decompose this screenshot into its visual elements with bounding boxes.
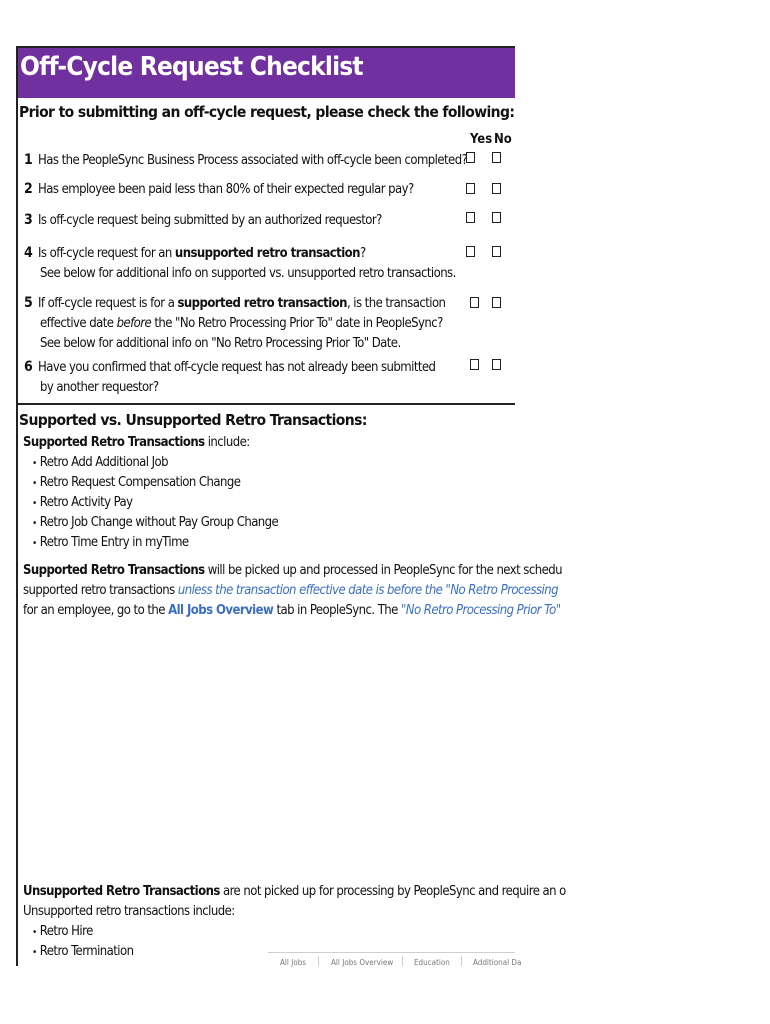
title-banner: [18, 48, 515, 98]
q3-no-checkbox[interactable]: [492, 212, 501, 223]
q6-yes-checkbox[interactable]: [470, 359, 479, 370]
q4-no-checkbox[interactable]: [492, 246, 501, 257]
q3-yes-checkbox[interactable]: [466, 212, 475, 223]
q1-no-checkbox[interactable]: [492, 152, 501, 163]
q2-yes-checkbox[interactable]: [466, 183, 475, 194]
supported-heading: Supported Retro Transactions include:: [23, 435, 250, 450]
q2-no-checkbox[interactable]: [492, 183, 501, 194]
tab-education: Education: [414, 958, 450, 967]
list-item: • Retro Activity Pay: [32, 495, 133, 510]
question-4: 4 Is off-cycle request for an unsupported retro transaction? See below for additional info on supported vs. unsupported retro transactions.: [24, 245, 456, 281]
list-item: • Retro Job Change without Pay Group Change: [32, 515, 279, 530]
checklist-instructions: Prior to submitting an off-cycle request, please check the following:: [19, 103, 515, 121]
no-column-header: No: [494, 132, 512, 147]
retro-section-title: Supported vs. Unsupported Retro Transactions:: [19, 411, 367, 429]
q6-no-checkbox[interactable]: [492, 359, 501, 370]
question-5: 5 If off-cycle request is for a supported retro transaction, is the transaction effective date before the "No Retro Processing Prior To" date in PeopleSync? See below for additional info on "No Retro Processing Prior To" Date.: [24, 295, 446, 351]
peoplesync-tab-strip-image: [268, 952, 522, 973]
tab-all-jobs: All Jobs: [280, 958, 307, 967]
tab-all-jobs-overview: All Jobs Overview: [331, 958, 394, 967]
yes-column-header: Yes: [470, 132, 493, 147]
list-item: • Retro Add Additional Job: [32, 455, 169, 470]
question-1: 1 Has the PeopleSync Business Process associated with off-cycle been completed?: [24, 152, 468, 168]
supported-paragraph: Supported Retro Transactions will be picked up and processed in PeopleSync for the next schedu supported retro transactions unless the transaction effective date is before the "No Retro Processing for an employee, go to the All Jobs Overview tab in PeopleSync. The "No Retro Processing Prior To": [23, 563, 562, 618]
q1-yes-checkbox[interactable]: [466, 152, 475, 163]
list-item: • Retro Request Compensation Change: [32, 475, 241, 490]
q4-yes-checkbox[interactable]: [466, 246, 475, 257]
q5-yes-checkbox[interactable]: [470, 297, 479, 308]
checklist-sheet: [16, 46, 566, 967]
list-item: • Retro Hire: [32, 924, 93, 939]
page-title: Off-Cycle Request Checklist: [20, 52, 363, 82]
question-2: 2 Has employee been paid less than 80% of their expected regular pay?: [24, 181, 414, 197]
section-divider: [18, 403, 515, 405]
tab-additional-data: Additional Da: [473, 958, 522, 967]
question-3: 3 Is off-cycle request being submitted by an authorized requestor?: [24, 212, 382, 228]
list-item: • Retro Termination: [32, 944, 134, 959]
q5-no-checkbox[interactable]: [492, 297, 501, 308]
unsupported-paragraph: Unsupported Retro Transactions are not picked up for processing by PeopleSync and require an o Unsupported retro transactions include:: [23, 884, 566, 919]
question-6: 6 Have you confirmed that off-cycle request has not already been submitted by another requestor?: [24, 359, 436, 395]
list-item: • Retro Time Entry in myTime: [32, 535, 189, 550]
all-jobs-overview-link[interactable]: All Jobs Overview: [168, 603, 274, 618]
